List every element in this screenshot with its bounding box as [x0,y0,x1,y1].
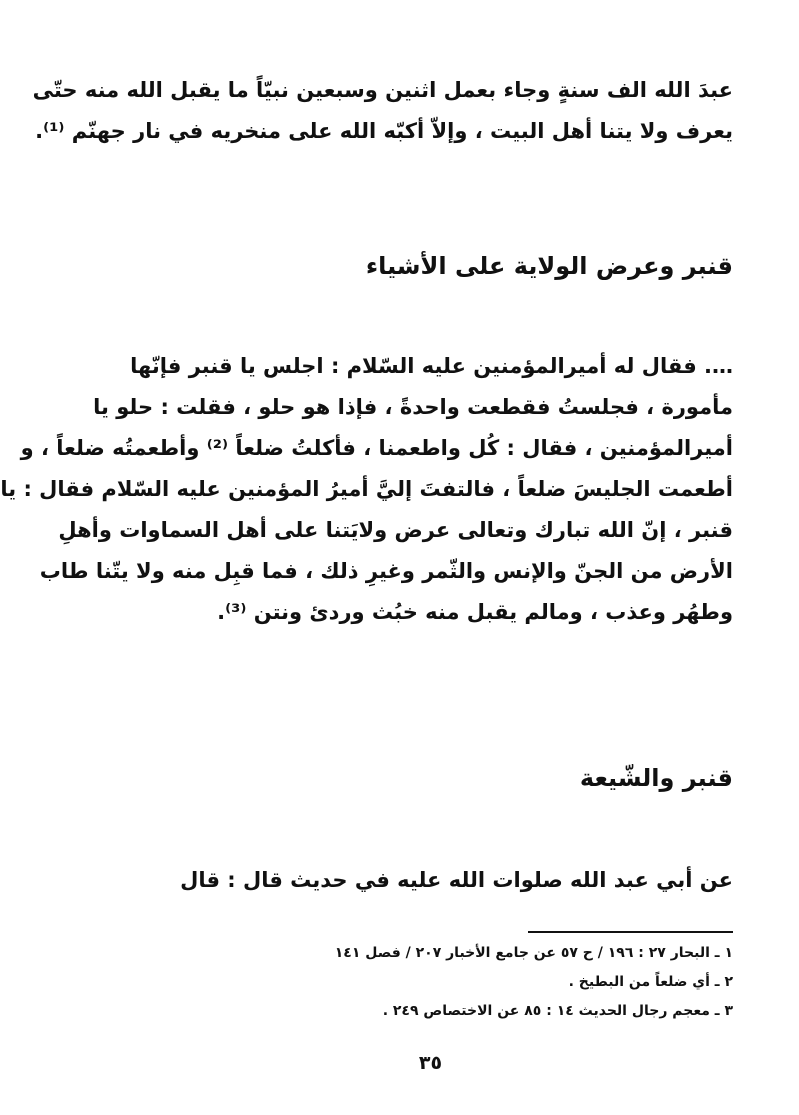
text-line: أميرالمؤمنين ، فقال : كُل واطعمنا ، فأكلتُ ضلعاً ⁽²⁾ وأطعمتُه ضلعاً ، و [20,436,733,460]
text-line: يعرف ولا يتنا أهل البيت ، وإلاّ أكبّه الله على منخريه في نار جهنّم ⁽¹⁾. [35,119,733,143]
footnote-divider [528,931,733,933]
intro-paragraph [32,70,733,152]
text-line: قنبر ، إنّ الله تبارك وتعالى عرض ولايَتنا على أهل السماوات وأهلِ [58,518,733,542]
text-line: وطهُر وعذب ، ومالم يقبل منه خبُث وردئ ونتن ⁽³⁾. [217,600,733,624]
section-heading: قنبر وعرض الولاية على الأشياء [365,252,733,280]
text-line: عن أبي عبد الله صلوات الله عليه في حديث قال : قال [180,868,733,892]
text-line: …. فقال له أميرالمؤمنين عليه السّلام : اجلس يا قنبر فإنّها [130,354,733,378]
footnote: ١ ـ البحار ٢٧ : ١٩٦ / ح ٥٧ عن جامع الأخبار ٢٠٧ / فصل ١٤١ [334,945,733,961]
footnotes [173,939,733,1026]
text-line: الأرض من الجنّ والإنس والثّمر وغيرِ ذلك ، فما قبِل منه ولا يتّنا طاب [39,559,733,583]
text-line: مأمورة ، فجلستُ فقطعت واحدةً ، فإذا هو حلو ، فقلت : حلو يا [93,395,733,419]
footnote: ٣ ـ معجم رجال الحديث ١٤ : ٨٥ عن الاختصاص ٢٤٩ . [382,1003,733,1019]
page-number: ٣٥ [418,1052,443,1074]
text-line: عبدَ الله الف سنةٍ وجاء بعمل اثنين وسبعين نبيّاً ما يقبل الله منه حتّى [32,78,733,102]
story-paragraph [0,346,733,633]
teaser-paragraph [128,860,733,901]
footnote: ٢ ـ أي ضلعاً من البطيخ . [568,974,733,990]
section-heading: قنبر والشّيعة [579,764,733,792]
text-line: أطعمت الجليسَ ضلعاً ، فالتفتَ إليَّ أميرُ المؤمنين عليه السّلام فقال : يا [0,477,733,501]
